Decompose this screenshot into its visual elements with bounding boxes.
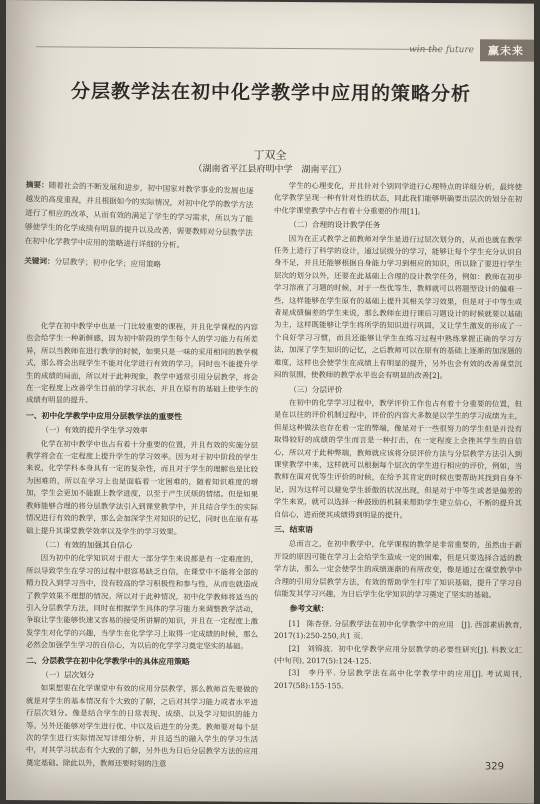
- abstract-label: 摘要：: [25, 180, 49, 190]
- abstract-block: [23, 178, 258, 314]
- intro-paragraph: 化学在初中教学中也是一门比较重要的课程，并且化学课程的内容也会给学生一种新鲜感，因为初中阶段的学生每个人的学习能力有所差异，所以当教师在进行教学的时候，如果只是一味的采用相同的教学模式，那么将会出现学生不能对化学进行有效的学习，同时也不能提升学生的成绩的局面，所以对于此种现象，教学中通常引用分层教学，将会在一定程度上改善学生目前的学习状态，并且在原有的基础上使学生的成绩有明显的提升。: [26, 321, 258, 406]
- subsection-heading-1-2: （二）有效的加强其自信心: [41, 540, 133, 550]
- reference-item: [2] 刘锦波．初中化学教学应用分层教学的必要性研究[J]. 科教文汇(中旬刊), 2017(5):124-125.: [274, 643, 522, 666]
- article-title: 分层教学法在初中化学教学中应用的策略分析: [70, 80, 471, 106]
- subsection-heading-2-1: （一）层次划分: [41, 670, 95, 680]
- author-affiliation: （湖南省平江县府明中学 湖南平江）: [193, 164, 347, 176]
- page-number: 329: [484, 761, 504, 773]
- header-motto: win the future: [408, 44, 474, 56]
- abstract-paragraph: [25, 178, 258, 254]
- reference-item: [1] 陈杏登. 分层教学法在初中化学教学中的应用 [J]. 西部素质教育, 2017(1):250-250,共1 页.: [274, 618, 522, 641]
- body-paragraph: 因为初中的化学知识对于很大一部分学生来说都是有一定难度的，所以导致学生在学习的过程中很容易缺乏自信，在课堂中不能将全部的精力投入到学习当中，没有较高的学习积极性和参与性，从而也就造成了教学效果不理想的情况。所以对于此种情况，初中化学教师将适当的引入分层教学方法，同时在根据学生具体的学习能力来调整教学活动，争取让学生能够快速又容易的接受所讲解的知识，并且在一定程度上激发学生对化学的兴趣，当学生在化学学习上取得一定成绩的时候，那么必然会加强学生学习的自信心，为以后的化学学习奠定坚实的基础。: [26, 553, 258, 651]
- body-paragraph: 化学在初中教学中也占有着十分重要的位置，并且有效的实施分层教学将会在一定程度上提升学生的学习效率。因为对于初中阶段的学生来说，化学学科本身具有一定的复杂性，而且对于学生的理解也是比较为困难的，所以在学习上也是面临着一定困难的，随着知识难度的增加，学生会更加不能跟上教学进度，以至于产生厌烦的情绪。但是如果教师能够合理的将分层教学法引入到课堂教学中，并且结合学生的实际情况进行有效的教学，那么会加深学生对知识的记忆，同时也在原有基础上提升其课堂教学效率以及学生的学习效果。: [26, 438, 258, 536]
- article-author: 丁双全: [253, 148, 287, 162]
- keywords-label: 关键词：: [24, 256, 55, 266]
- subsection-heading-1-1: （一）有效的提升学生学习效率: [41, 425, 148, 436]
- body-paragraph: 学生的心理变化，并且针对个别同学进行心理特点的详细分析，最终使化学教学呈现一种有针对性的状态，同此我们能够明确要出层次的划分在初中化学课堂教学中占有着十分重要的作用[1]。: [274, 180, 522, 216]
- body-paragraph: 在初中的化学学习过程中，教学评价工作也占有着十分重要的位置，但是在以往的评价机制过程中，评价的内容大多数是以学生的学习成绩为主，但是这种做法也存在着一定的弊端，像是对于一些很努力的学生但是并没有取得较好的成绩的学生而言是一种打击，在一定程度上会挫其学生的自信心，所以对于此种弊端，教师就应该将分层评价方法与分层教学方法引入到课堂教学中来，这样就可以根据每个层次的学生进行相应的评价，例如，当教师在面对优等生评价的时候，在给予其肯定的时候也要帮助其找到自身不足，因为这样可以避免学生骄傲的状况出现，但是对于中等生或者是偏差的学生来说，就可以选择一种鼓励的机制来帮助学生建立信心，不断的提升其自信心，进而使其成绩得到明显的提升。: [274, 397, 522, 520]
- body-paragraph: 如果想要在化学课堂中有效的应用分层教学，那么教师首先要做的就是对学生的基本情况有个大致的了解，之后对其学习能力或者水平进行层次划分。像是结合学生的日常表现、成绩、以及学习知识的能力等。另外还能够对学生进行优、中以及后进生的分类。教师要对每个层次的学生进行实际情况写详细分析，并且适当的融入学生的学习生活中，对其学习状态有个大致的了解，另外也为日后分层教学方法的应用奠定基础。除此以外，教师还要时刻的注意: [26, 683, 258, 768]
- section-heading-3: 三、结束语: [274, 524, 313, 535]
- keywords-line: [24, 254, 256, 274]
- section-heading-1: 一、初中化学教学中应用分层教学法的重要性: [26, 410, 182, 422]
- running-header: [6, 36, 534, 62]
- reference-item: [3] 李丹平. 分层教学法在高中化学教学中的应用[J]. 考试周刊, 2017(58):155-155.: [274, 668, 522, 691]
- left-column: [26, 320, 258, 771]
- section-heading-2: 二、分层教学在初中化学教学中的具体应用策略: [26, 655, 190, 666]
- abstract-text: 随着社会的不断发展和进步，初中国家对教学事业的发展也逐越发的高度重视，并且根据如今的实际情况，对初中化学的教学方法进行了相应的改革，从而有效的满足了学生的学习需求，所以为了能够使学生的化学成绩有明显的提升以及改善，需要教师对分层教学法在初中化学教学中应用的策略进行详细的分析。: [24, 180, 254, 250]
- keywords-text: 分层教学；初中化学；应用策略: [54, 256, 162, 269]
- journal-page: [6, 0, 534, 804]
- header-rule: [36, 46, 439, 50]
- body-paragraph: 因为在正式教学之前教师对学生是进行过层次划分的，从而也就在教学任务上进行了科学的设计，通过层级分的学习，能够让每个学生充分认识自身不足，并且还能够根据自身能力学习到相应的知识，所以除了要进行学生层次的划分以外，还要在此基础上合理的设计教学任务，例如：教师在初步学习溶液了习题的时候，对于一些优等生，教师就可以将题型设计的偏难一些，这样能够在学生原有的基础上提升其相关学习效果，但是对于中等生或者是成绩偏差的学生来说，那么教师在进行课后习题设计的时候就要以基础为主，这样既能够让学生将所学的知识进行巩固，又让学生激发的形成了一个良好学习习惯，而且还能够让学生在练习过程中熟练掌握正确的学习方法，加深了学生知识的记忆，之后教师可以在原有的基础上逐渐的加深题的难度，这样也会使学生在成绩上有明显的提升，另外也会有效的改善课堂沉闷的氛围，使教师的教学水平也会有明显的改善[2]。: [274, 233, 522, 381]
- subsection-heading-2-2: （二）合理的设计教学任务: [289, 220, 381, 230]
- section-tag: 赢未来: [480, 39, 534, 61]
- conclusion-paragraph: 总而言之，在初中教学中，化学课程的教学是非常重要的，虽然由于新开设的原因可能在学习上会给学生造成一定的困难，但是只要选择合适的教学方法，那么一定会使学生的成绩逐渐的有所改变，像是通过在课堂教学中合理的引用分层教学方法，有效的帮助学生打牢了知识基础，提升了学习自信能发其学习兴趣，为日后学生化学知识的学习奠定了坚实的基础。: [274, 539, 522, 600]
- references-heading: 参考文献：: [289, 604, 329, 614]
- subsection-heading-2-3: （三）分层评价: [289, 384, 343, 394]
- right-column: [274, 180, 522, 694]
